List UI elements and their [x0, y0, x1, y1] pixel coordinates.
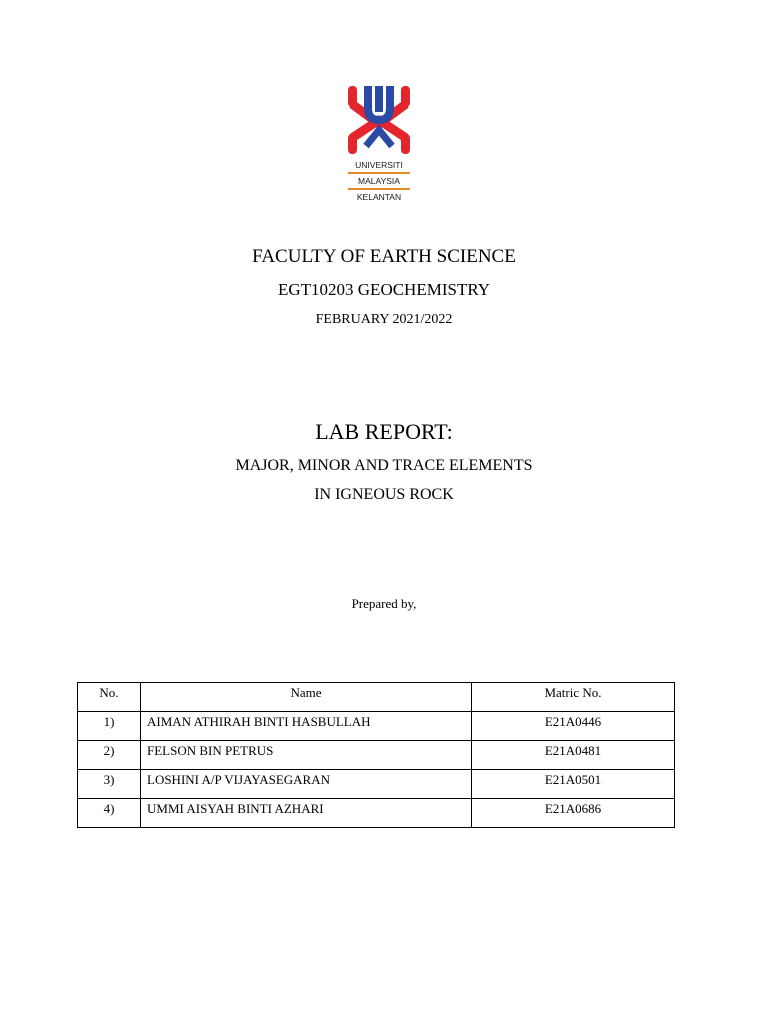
logo-text-line-2: MALAYSIA: [358, 176, 400, 186]
faculty-name: FACULTY OF EARTH SCIENCE: [252, 246, 516, 267]
row-matric: E21A0446: [472, 712, 675, 741]
report-subtitle-line-1: MAJOR, MINOR AND TRACE ELEMENTS: [235, 457, 533, 474]
logo-text-line-1: UNIVERSITI: [355, 160, 403, 170]
row-matric: E21A0686: [472, 799, 675, 828]
row-name: FELSON BIN PETRUS: [141, 741, 472, 770]
row-name: AIMAN ATHIRAH BINTI HASBULLAH: [141, 712, 472, 741]
table-header-row: [78, 683, 675, 712]
row-no: 1): [78, 712, 141, 741]
row-name: LOSHINI A/P VIJAYASEGARAN: [141, 770, 472, 799]
table-row: [78, 741, 675, 770]
prepared-by-label: Prepared by,: [351, 596, 417, 611]
row-matric: E21A0481: [472, 741, 675, 770]
table-row: [78, 799, 675, 828]
row-name: UMMI AISYAH BINTI AZHARI: [141, 799, 472, 828]
semester-period: FEBRUARY 2021/2022: [315, 312, 453, 327]
header-name: Name: [141, 683, 472, 712]
report-subtitle-line-2: IN IGNEOUS ROCK: [314, 486, 454, 503]
logo-text-line-3: KELANTAN: [356, 192, 402, 202]
table-row: [78, 770, 675, 799]
report-title: LAB REPORT:: [315, 419, 453, 444]
header-no: No.: [78, 683, 141, 712]
course-title: EGT10203 GEOCHEMISTRY: [277, 280, 491, 299]
row-no: 3): [78, 770, 141, 799]
header-matric: Matric No.: [472, 683, 675, 712]
row-no: 4): [78, 799, 141, 828]
university-logo: [344, 84, 414, 210]
table-row: [78, 712, 675, 741]
umk-logo-icon: [344, 84, 414, 210]
row-no: 2): [78, 741, 141, 770]
members-table: [77, 682, 675, 828]
row-matric: E21A0501: [472, 770, 675, 799]
